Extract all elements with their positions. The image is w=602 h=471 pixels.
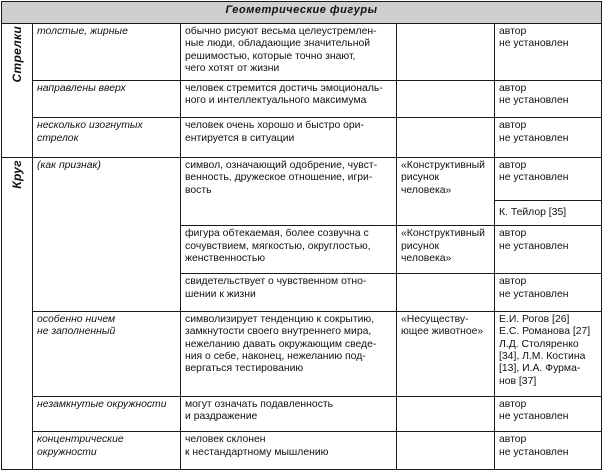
text-line: могут означать подавленность — [185, 399, 334, 411]
meaning-cell — [181, 157, 397, 226]
text-line: женственностью — [185, 253, 266, 265]
text-line: не установлен — [499, 288, 569, 300]
group-label-circle: Круг — [9, 159, 24, 189]
group-label-arrows: Стрелки — [9, 25, 24, 83]
text-line: не установлен — [499, 38, 569, 50]
author-cell — [495, 157, 602, 201]
text-line: ные люди, обладающие значительной — [185, 38, 371, 50]
meaning-cell — [181, 274, 397, 311]
feature-cell — [33, 118, 181, 158]
text-line: вергаться тестированию — [185, 363, 304, 375]
meaning-cell — [181, 118, 397, 158]
text-line: Е.И. Рогов [26] — [499, 313, 570, 325]
text-line: ного и интеллектуального максимума — [185, 95, 367, 107]
text-line: автор — [499, 276, 527, 288]
text-line: решимостью, которые точно знают, — [185, 50, 356, 62]
table-row — [2, 311, 602, 396]
source-cell — [397, 80, 495, 117]
text-line: замкнутости своего внутреннего мира, — [185, 326, 372, 338]
text-line: к нестандартному мышлению — [185, 446, 329, 458]
table-title: Геометрические фигуры — [2, 2, 602, 24]
source-cell — [397, 432, 495, 470]
feature-cell — [33, 432, 181, 470]
author-cell — [495, 80, 602, 117]
text-line: нежеланию давать окружающим сведе- — [185, 338, 377, 350]
text-line: обычно рисуют весьма целеустремлен- — [185, 25, 377, 37]
text-line: символизирует тенденцию к сокрытию, — [185, 313, 375, 325]
text-line: вость — [185, 184, 212, 196]
source-cell — [397, 23, 495, 80]
text-line: венность, дружеское отношение, игри- — [185, 172, 373, 184]
table-row — [2, 397, 602, 432]
text-line: автор — [499, 228, 527, 240]
table-row — [2, 157, 602, 201]
author-cell — [495, 23, 602, 80]
source-cell — [397, 274, 495, 311]
text-line: несколько изогнутых — [37, 120, 143, 132]
text-line: человек очень хорошо и быстро ори- — [185, 120, 364, 132]
text-line: нов [37] — [499, 375, 537, 387]
table-row — [2, 118, 602, 158]
text-line: человека» — [401, 253, 452, 265]
text-line: рисунок — [401, 240, 440, 252]
feature-cell: незамкнутые окружности — [33, 397, 181, 432]
feature-cell: (как признак) — [33, 157, 181, 311]
text-line: шении к жизни — [185, 288, 256, 300]
text-line: не установлен — [499, 172, 569, 184]
table-header-row — [2, 2, 602, 24]
text-line: стрелок — [37, 132, 79, 144]
table-row — [2, 23, 602, 80]
text-line: фигура обтекаемая, более созвучна с — [185, 228, 369, 240]
text-line: не установлен — [499, 446, 569, 458]
text-line: автор — [499, 434, 527, 446]
text-line: Л.Д. Столяренко — [499, 338, 579, 350]
text-line: автор — [499, 399, 527, 411]
text-line: автор — [499, 120, 527, 132]
text-line: Е.С. Романова [27] — [499, 326, 591, 338]
text-line: «Конструктивный — [401, 159, 485, 171]
meaning-cell — [181, 226, 397, 274]
text-line: и раздражение — [185, 411, 258, 423]
text-line: «Несуществу- — [401, 313, 469, 325]
author-cell — [495, 274, 602, 311]
text-line: человек стремится достичь эмоциональ- — [185, 82, 383, 94]
source-cell — [397, 311, 495, 396]
group-cell-arrows — [2, 23, 33, 157]
table-row — [2, 80, 602, 117]
author-cell — [495, 432, 602, 470]
author-cell — [495, 397, 602, 432]
author-cell — [495, 311, 602, 396]
text-line: не установлен — [499, 240, 569, 252]
text-line: [13], И.А. Фурма- — [499, 363, 581, 375]
table-row — [2, 432, 602, 470]
text-line: автор — [499, 25, 527, 37]
text-line: не заполненный — [37, 326, 116, 338]
text-line: окружности — [37, 446, 97, 458]
text-line: автор — [499, 159, 527, 171]
text-line: ентируется в ситуации — [185, 132, 295, 144]
text-line: ния о себе, наконец, нежеланию под- — [185, 350, 366, 362]
author-cell — [495, 226, 602, 274]
text-line: свидетельствует о чувственном отно- — [185, 276, 367, 288]
text-line: не установлен — [499, 411, 569, 423]
text-line: чего хотят от жизни — [185, 63, 280, 75]
text-line: ющее животное» — [401, 326, 484, 338]
text-line: рисунок — [401, 172, 440, 184]
text-line: человек склонен — [185, 434, 266, 446]
text-line: «Конструктивный — [401, 228, 485, 240]
group-cell-circle — [2, 157, 33, 469]
text-line: не установлен — [499, 95, 569, 107]
text-line: символ, означающий одобрение, чувст- — [185, 159, 378, 171]
text-line: не установлен — [499, 132, 569, 144]
author-cell: К. Тейлор [35] — [495, 201, 602, 226]
source-cell — [397, 397, 495, 432]
text-line: человека» — [401, 184, 452, 196]
feature-cell: толстые, жирные — [33, 23, 181, 80]
geometric-figures-table — [1, 1, 602, 470]
source-cell — [397, 226, 495, 274]
text-line: сочувствием, мягкостью, округлостью, — [185, 240, 371, 252]
meaning-cell — [181, 23, 397, 80]
feature-cell — [33, 311, 181, 396]
meaning-cell — [181, 432, 397, 470]
author-cell — [495, 118, 602, 158]
text-line: особенно ничем — [37, 313, 116, 325]
meaning-cell — [181, 311, 397, 396]
meaning-cell — [181, 397, 397, 432]
text-line: концентрические — [37, 434, 124, 446]
source-cell — [397, 157, 495, 226]
source-cell — [397, 118, 495, 158]
text-line: [34], Л.М. Костина — [499, 350, 586, 362]
text-line: автор — [499, 82, 527, 94]
feature-cell: направлены вверх — [33, 80, 181, 117]
meaning-cell — [181, 80, 397, 117]
